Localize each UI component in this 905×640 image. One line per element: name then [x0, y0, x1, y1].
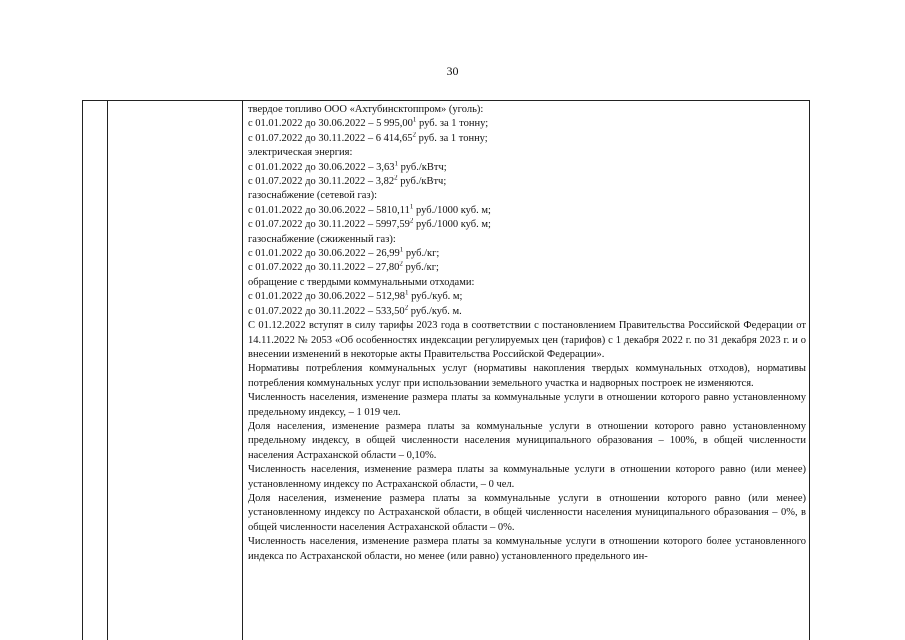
paragraph: Доля населения, изменение размера платы за коммунальные услуги в отношении которого равно (или менее) установленному индексу по Астраханской области, в общей численности населения муниципального образования – 0%, в общей численности населения Астраханской области – 0%. — [248, 492, 806, 533]
line-unit: руб./куб. м; — [408, 291, 463, 303]
line-value: с 01.07.2022 до 30.11.2022 – 533,50 — [248, 305, 405, 317]
table-cell-text — [248, 103, 806, 564]
column-divider — [242, 101, 243, 640]
footnote-mark: 2 — [409, 218, 414, 225]
line-unit: руб./куб. м. — [408, 305, 462, 317]
line-unit: руб./кВтч; — [397, 176, 447, 188]
footnote-mark: 1 — [412, 117, 417, 124]
text-line — [248, 290, 806, 304]
document-table — [82, 100, 810, 640]
line-value: с 01.07.2022 до 30.11.2022 – 3,82 — [248, 176, 395, 188]
text-line — [248, 204, 806, 218]
line-unit: руб./кВтч; — [398, 161, 447, 173]
line-value: с 01.01.2022 до 30.06.2022 – 5810,11 — [248, 204, 410, 216]
text-line — [248, 261, 806, 275]
line-value: с 01.01.2022 до 30.06.2022 – 26,99 — [248, 248, 400, 260]
footnote-mark: 2 — [399, 261, 403, 268]
text-line — [248, 132, 806, 146]
line-unit: руб. за 1 тонну; — [416, 118, 489, 130]
text-line: электрическая энергия: — [248, 147, 353, 159]
text-line — [248, 218, 806, 232]
footnote-mark: 2 — [412, 131, 416, 139]
text-line — [248, 247, 806, 261]
line-unit: руб./кг; — [403, 248, 440, 260]
text-line — [248, 305, 806, 319]
line-value: с 01.01.2022 до 30.06.2022 – 512,98 — [248, 291, 406, 303]
text-line — [248, 175, 806, 189]
line-unit: руб./1000 куб. м; — [413, 219, 491, 231]
line-unit: руб./1000 куб. м; — [413, 204, 491, 216]
page-number: 30 — [446, 64, 459, 78]
paragraph: Численность населения, изменение размера платы за коммунальные услуги в отношении которого равно (или менее) установленному индексу по Астраханской области, – 0 чел. — [248, 464, 806, 490]
line-value: с 01.07.2022 до 30.11.2022 – 27,80 — [248, 262, 400, 274]
text-line — [248, 117, 806, 131]
footnote-mark: 1 — [394, 160, 399, 168]
paragraph: Нормативы потребления коммунальных услуг (нормативы накопления твердых коммунальных отходов), нормативы потребления коммунальных услуг при использовании земельного участка и надворных построек не изменяются. — [248, 363, 806, 389]
paragraph: Доля населения, изменение размера платы за коммунальные услуги в отношении которого равно установленному предельному индексу, в общей численности населения муниципального образования – 100%, в общей численности населения Астраханской области – 0,10%. — [248, 420, 806, 461]
text-line: твердое топливо ООО «Ахтубинсктоппром» (уголь): — [248, 104, 484, 115]
footnote-mark: 1 — [405, 290, 409, 297]
paragraph: С 01.12.2022 вступят в силу тарифы 2023 года в соответствии с постановлением Правительства Российской Федерации от 14.11.2022 № 2053 «Об особенностях индексации регулируемых цен (тарифов) с 1 декабря 2022 г. по 31 декабря 2023 г. и о внесении изменений в некоторые акты Правительства Российской Федерации». — [248, 320, 806, 360]
line-value: с 01.01.2022 до 30.06.2022 – 3,63 — [248, 161, 395, 173]
text-line — [248, 161, 806, 175]
line-value: с 01.01.2022 до 30.06.2022 – 5 995,00 — [248, 118, 413, 130]
paragraph: Численность населения, изменение размера платы за коммунальные услуги в отношении которого равно установленному предельному индексу, – 1 019 чел. — [248, 392, 806, 418]
text-line: обращение с твердыми коммунальными отходами: — [248, 276, 475, 288]
footnote-mark: 1 — [409, 203, 414, 211]
paragraph: Численность населения, изменение размера платы за коммунальные услуги в отношении которого более установленного индекса по Астраханской области, но менее (или равно) установленного предельного ин- — [248, 536, 806, 562]
line-unit: руб./кг; — [402, 262, 439, 274]
footnote-mark: 2 — [404, 304, 409, 312]
line-value: с 01.07.2022 до 30.11.2022 – 5997,59 — [248, 219, 410, 231]
text-line: газоснабжение (сетевой газ): — [248, 190, 377, 202]
line-value: с 01.07.2022 до 30.11.2022 – 6 414,65 — [248, 132, 413, 144]
column-divider — [107, 101, 108, 640]
footnote-mark: 2 — [394, 175, 398, 182]
text-line: газоснабжение (сжиженный газ): — [248, 233, 396, 245]
line-unit: руб. за 1 тонну; — [416, 132, 488, 144]
footnote-mark: 1 — [399, 247, 404, 254]
